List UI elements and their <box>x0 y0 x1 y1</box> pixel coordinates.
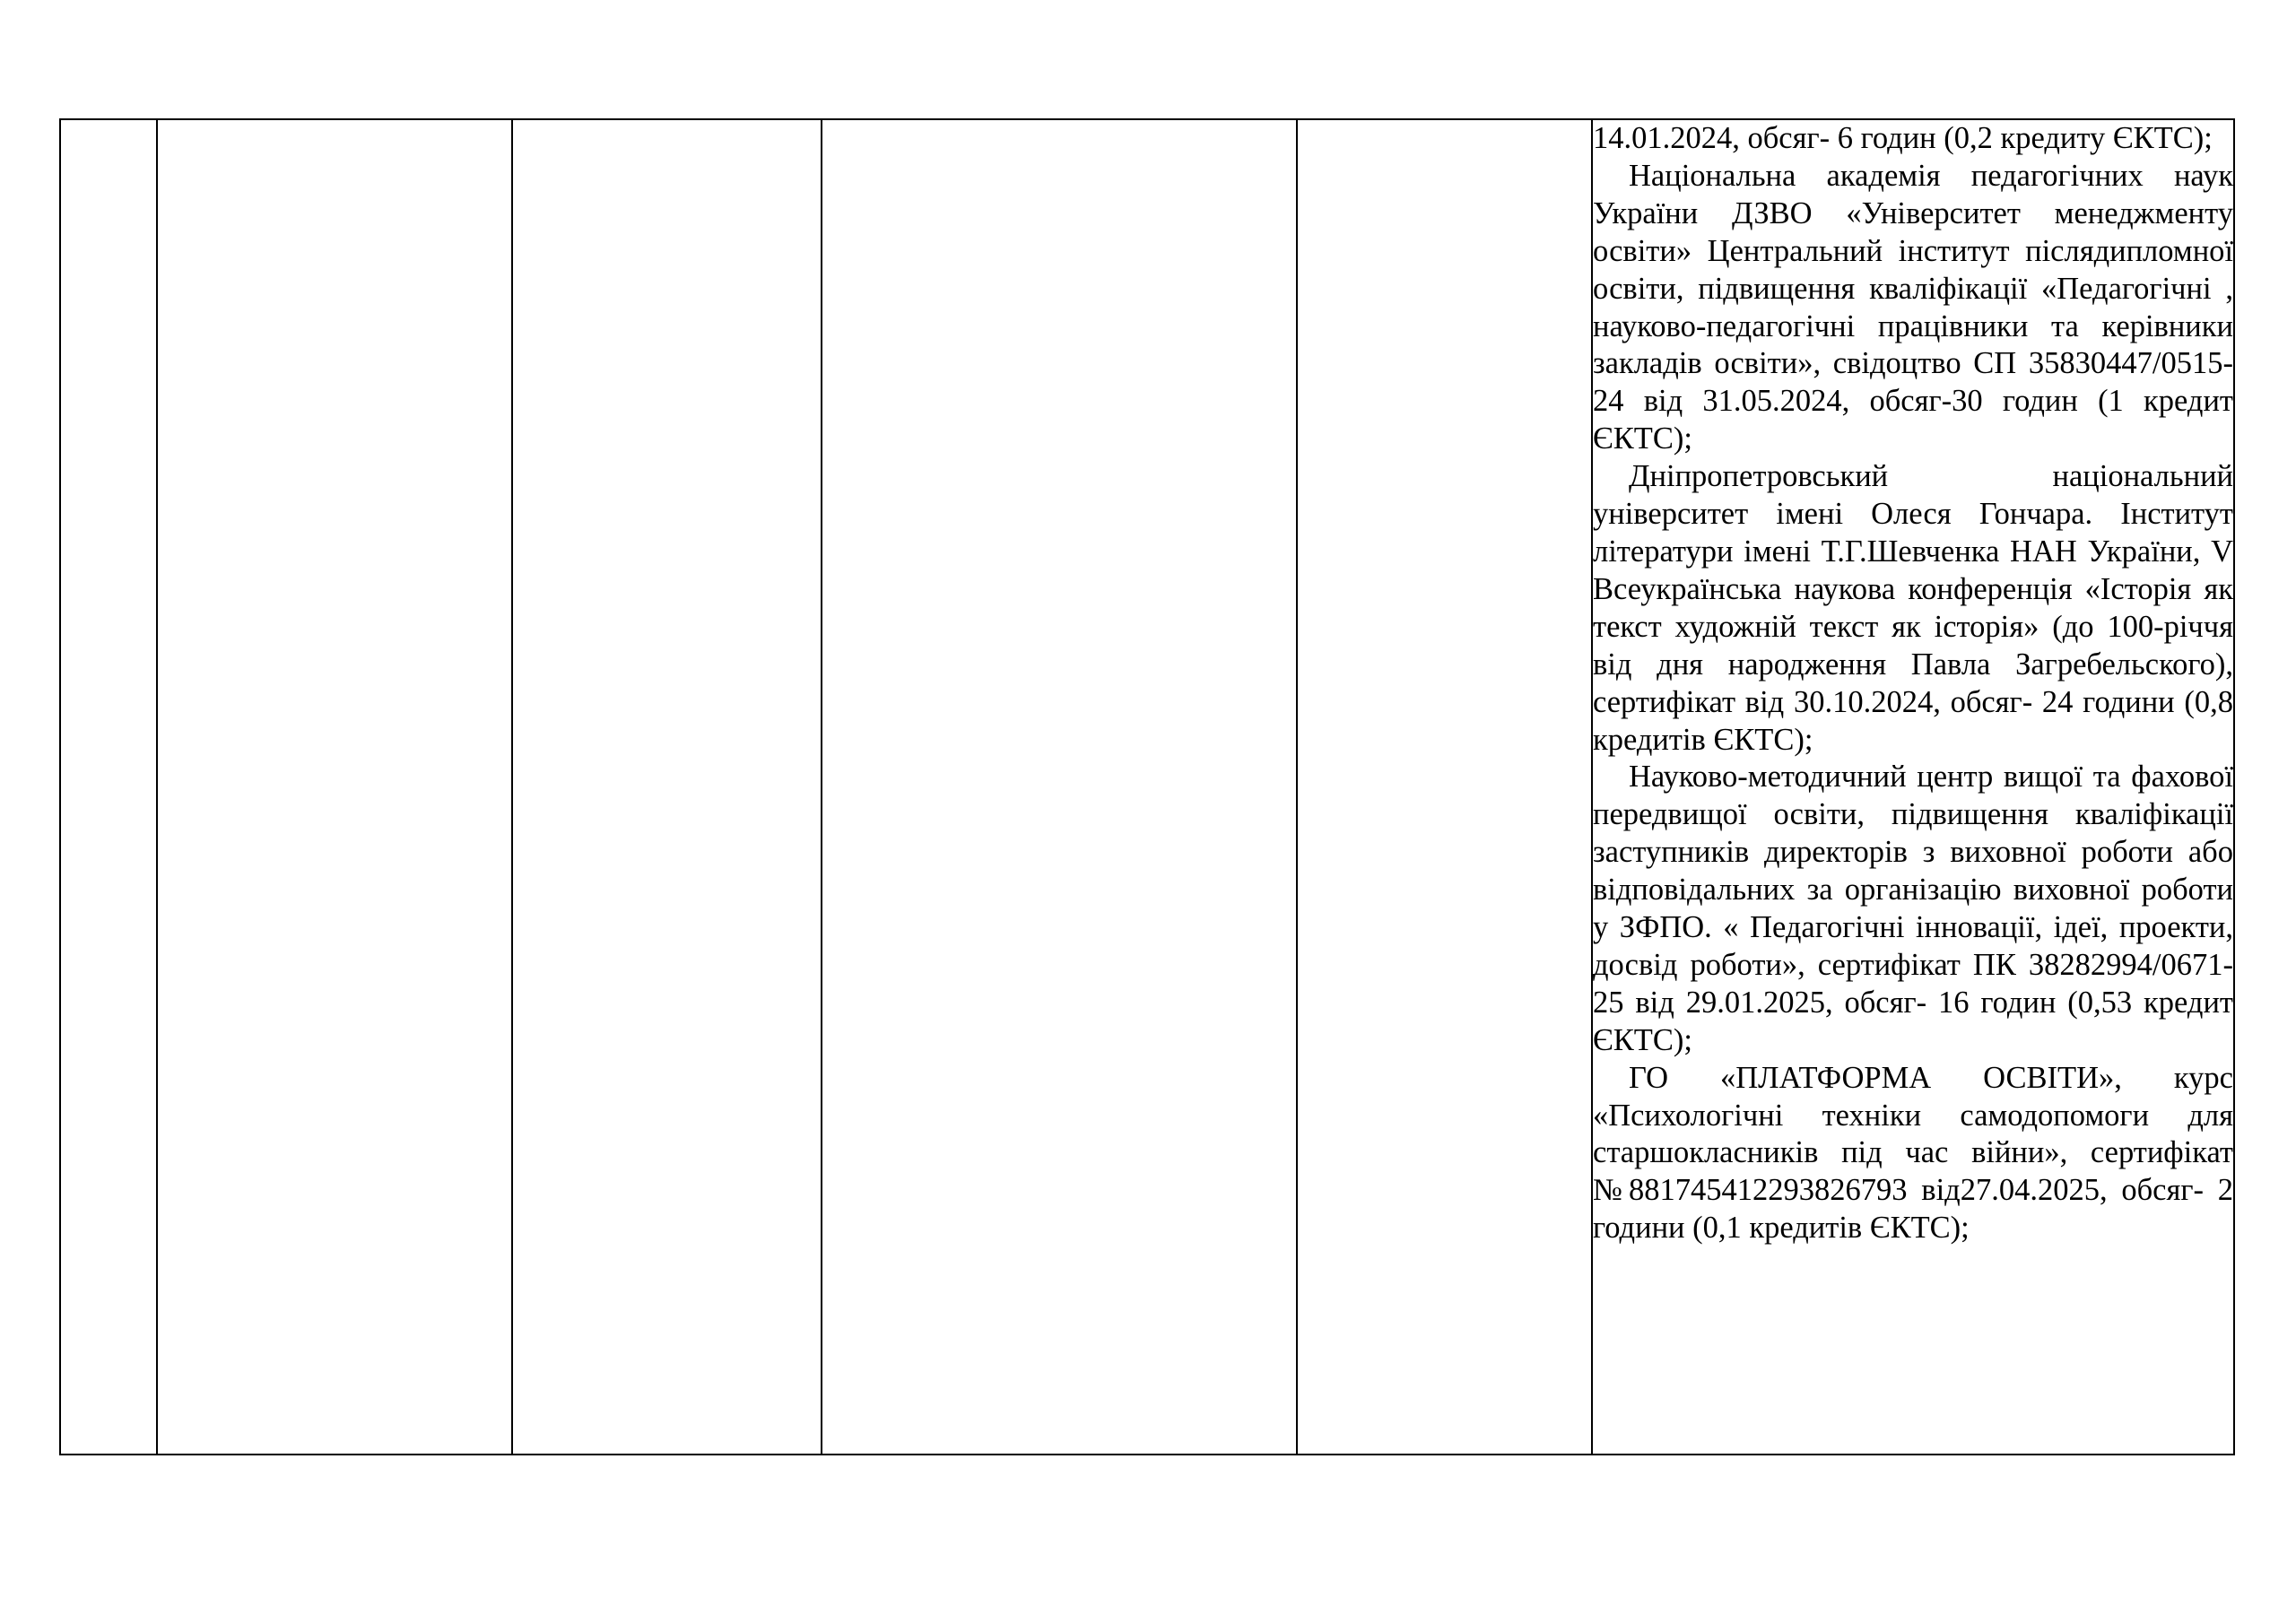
table-cell-professional-development <box>1592 119 2234 1455</box>
paragraph: 14.01.2024, обсяг- 6 годин (0,2 кредиту ЄКТС); <box>1593 121 2213 155</box>
paragraph: Науково-методичний центр вищої та фахової передвищої освіти, підвищення кваліфікації заступників директорів з виховної роботи або відповідальних за організацію виховної роботи у ЗФПО. « Педагогічні інновації, ідеї, проекти, досвід роботи», сертифікат ПК 38282994/0671-25 від 29.01.2025, обсяг- 16 годин (0,53 кредит ЄКТС); <box>1593 760 2233 1057</box>
table-cell-qualification <box>1297 119 1592 1455</box>
table-row <box>60 119 2234 1455</box>
document-table <box>59 118 2235 1455</box>
table-cell-name <box>157 119 512 1455</box>
paragraph: Дніпропетровський національний університет імені Олеся Гончара. Інститут літератури імені Т.Г.Шевченка НАН України, V Всеукраїнська наукова конференція «Історія як текст художній текст як історія» (до 100-річчя від дня народження Павла Загребельского), сертифікат від 30.10.2024, обсяг- 24 години (0,8 кредитів ЄКТС); <box>1593 459 2233 757</box>
table-cell-discipline <box>822 119 1297 1455</box>
table-cell-number <box>60 119 157 1455</box>
table-cell-position <box>512 119 822 1455</box>
paragraph: ГО «ПЛАТФОРМА ОСВІТИ», курс «Психологічні техніки самодопомоги для старшокласників під час війни», сертифікат №881745412293826793 від27.04.2025, обсяг- 2 години (0,1 кредитів ЄКТС); <box>1593 1060 2233 1246</box>
paragraph: Національна академія педагогічних наук України ДЗВО «Університет менеджменту освіти» Центральний інститут післядипломної освіти, підвищення кваліфікації «Педагогічні , науково-педагогічні працівники та керівники закладів освіти», свідоцтво СП 35830447/0515-24 від 31.05.2024, обсяг-30 годин (1 кредит ЄКТС); <box>1593 158 2233 456</box>
